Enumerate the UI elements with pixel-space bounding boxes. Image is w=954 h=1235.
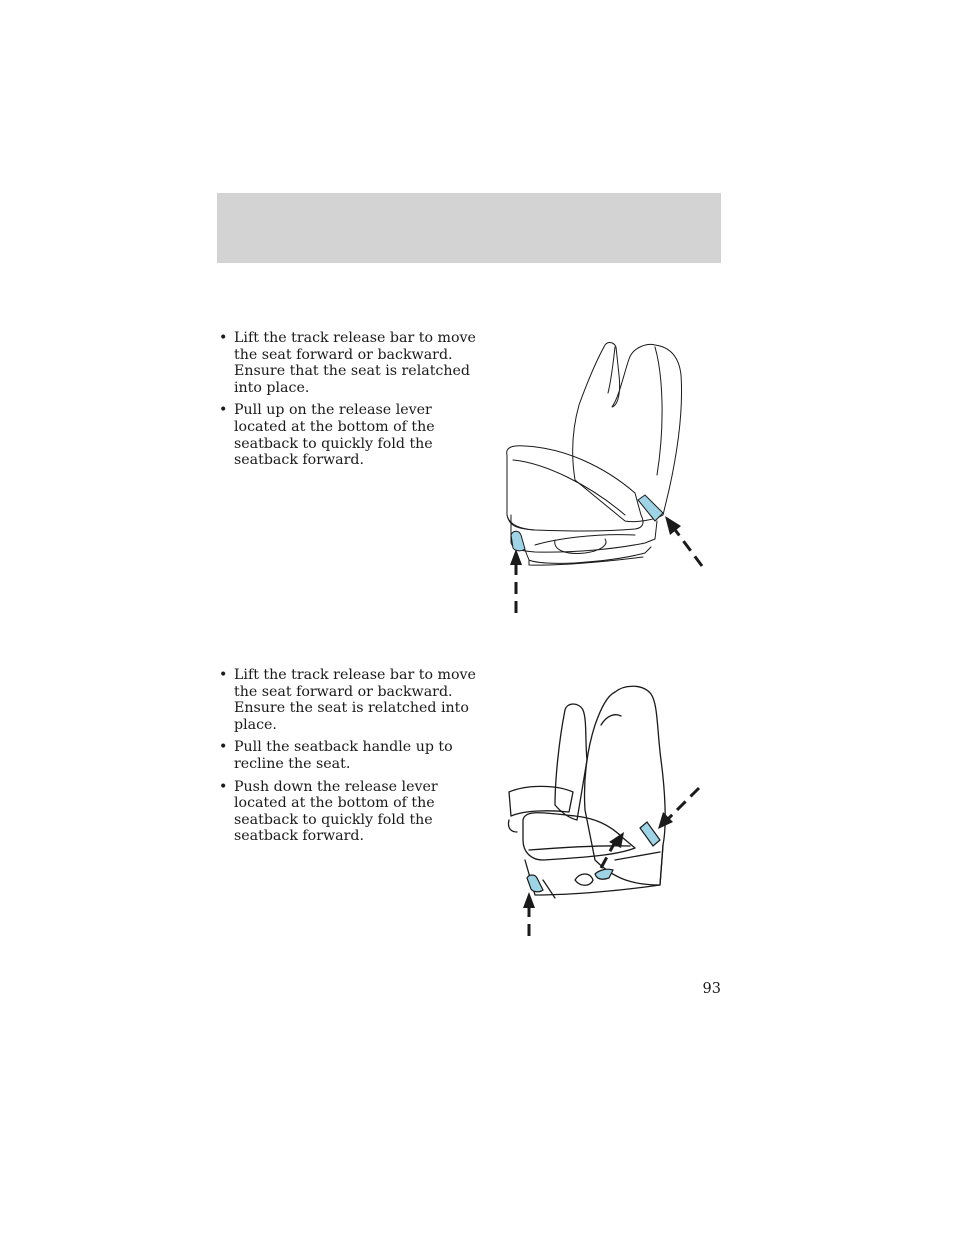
seatback-recline-handle [595,869,613,879]
arrow-to-seatback-lever [667,788,699,820]
arrow-to-seatback-lever [673,527,702,566]
bench-seat-illustration [495,335,710,620]
bullet-list-1 [217,330,477,469]
seat-base-outline [511,515,657,552]
page-number: 93 [702,981,721,997]
bullet-item: • Lift the track release bar to move the seat forward or backward. Ensure the seat is relatched into place. [217,667,477,733]
track-release-bar [511,531,525,551]
instructions-section-1 [217,330,477,475]
recline-knob [575,874,593,885]
seatback-outline [573,343,682,522]
track-release-bar [527,875,543,892]
bullet-item: • Lift the track release bar to move the seat forward or backward. Ensure that the seat is relatched into place. [217,330,477,396]
bucket-seat-illustration [495,680,710,940]
bullet-item: • Push down the release lever located at the bottom of the seatback to quickly fold the seatback forward. [217,779,477,845]
bullet-item: • Pull the seatback handle up to recline the seat. [217,739,477,772]
seat-cushion-outline [507,446,643,531]
instructions-section-2 [217,667,477,851]
bullet-list-2 [217,667,477,845]
section-header-band [217,193,721,263]
front-seatback-outline [584,686,665,885]
bullet-item: • Pull up on the release lever located at the bottom of the seatback to quickly fold the seatback forward. [217,402,477,468]
seatback-release-lever [640,822,660,846]
